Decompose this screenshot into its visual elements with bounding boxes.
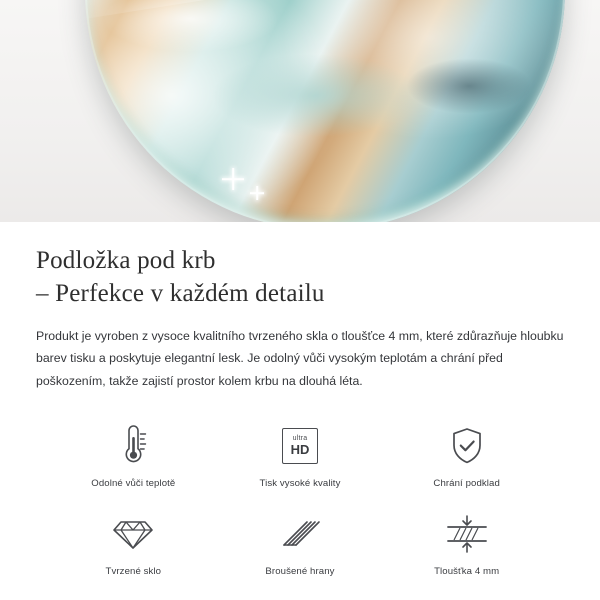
ultra-hd-bottom-text: HD bbox=[290, 442, 310, 458]
feature-item-temperature bbox=[50, 417, 217, 499]
ultra-hd-top-text: ultra bbox=[292, 435, 308, 443]
thickness-icon bbox=[444, 511, 490, 557]
feature-item-protection bbox=[383, 417, 550, 499]
feature-label: Tloušťka 4 mm bbox=[434, 565, 500, 577]
hero-image bbox=[0, 0, 600, 222]
page-title bbox=[36, 222, 564, 311]
ultra-hd-icon bbox=[282, 423, 318, 469]
round-glass-pad-image bbox=[85, 0, 565, 222]
feature-label: Tvrzené sklo bbox=[105, 565, 162, 577]
content-block bbox=[0, 222, 600, 587]
feature-label: Odolné vůči teplotě bbox=[91, 477, 176, 489]
feature-item-polished-edges bbox=[217, 505, 384, 587]
feature-item-tempered-glass bbox=[50, 505, 217, 587]
diamond-icon bbox=[112, 511, 154, 557]
feature-label: Tisk vysoké kvality bbox=[259, 477, 341, 489]
feature-grid bbox=[36, 417, 564, 587]
shield-check-icon bbox=[447, 423, 487, 469]
thermometer-icon bbox=[113, 423, 153, 469]
feature-item-print-quality bbox=[217, 417, 384, 499]
headline-line-1: Podložka pod krb bbox=[36, 247, 216, 274]
product-description: Produkt je vyroben z vysoce kvalitního tvrzeného skla o tloušťce 4 mm, které zdůrazňuje hloubku barev tisku a poskytuje elegantní lesk. Je odolný vůči vysokým teplotám a chrání před poškozením, takže zajistí prostor kolem krbu na dlouhá léta. bbox=[36, 328, 564, 388]
feature-label: Broušené hrany bbox=[265, 565, 335, 577]
feature-item-thickness bbox=[383, 505, 550, 587]
polished-edges-icon bbox=[279, 511, 321, 557]
headline-line-2: – Perfekce v každém detailu bbox=[36, 280, 325, 308]
feature-label: Chrání podklad bbox=[433, 477, 500, 489]
